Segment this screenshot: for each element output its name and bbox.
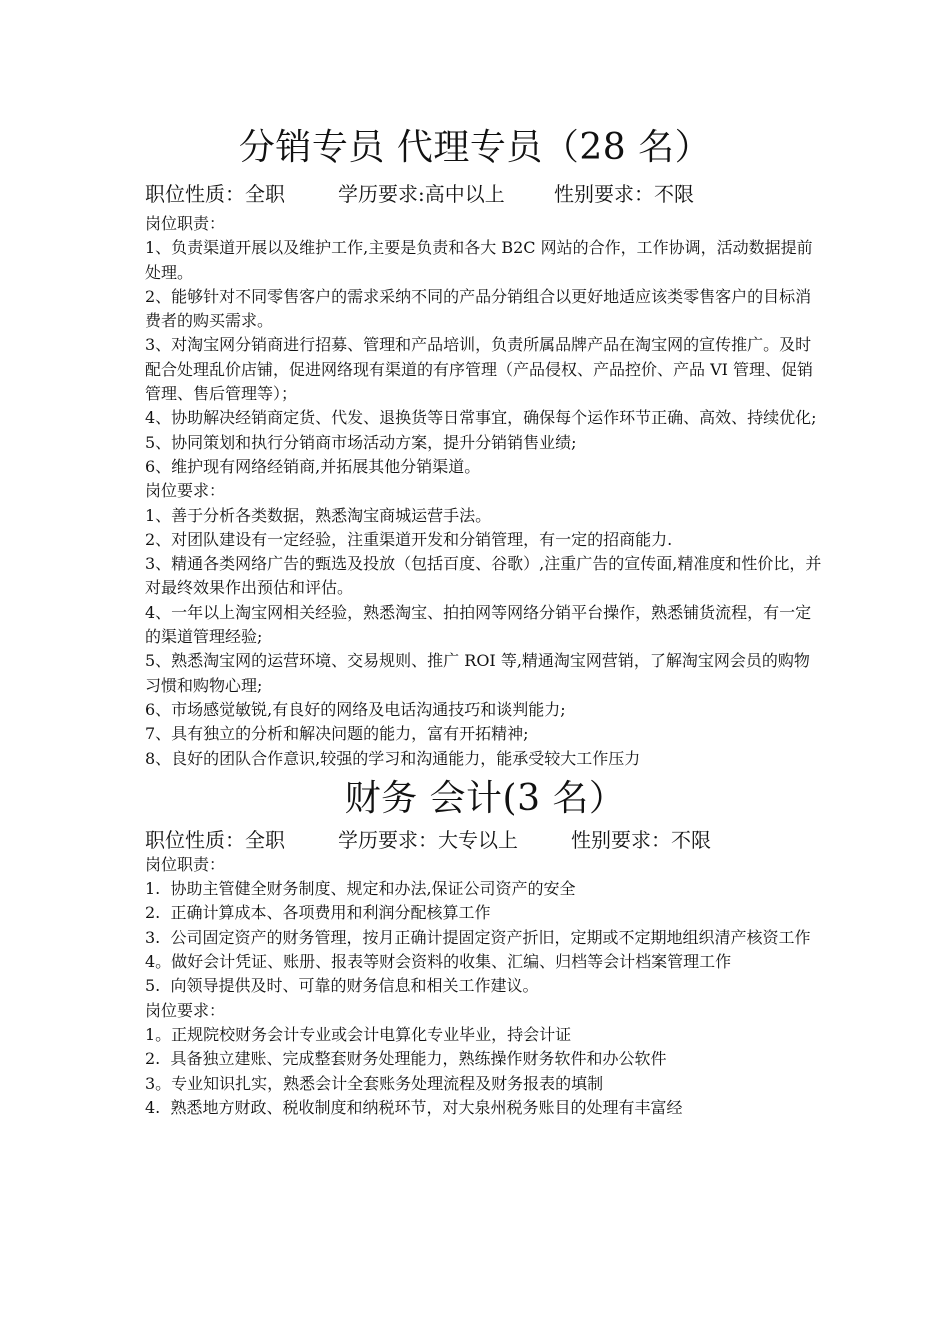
list-item: 2. 具备独立建账、完成整套财务处理能力，熟练操作财务软件和办公软件 (145, 1049, 667, 1069)
list-item: 1、负责渠道开展以及维护工作,主要是负责和各大 B2C 网站的合作，工作协调，活动数据提前处理。 (145, 238, 813, 282)
list-item: 2、能够针对不同零售客户的需求采纳不同的产品分销组合以更好地适应该类零售客户的目标消费者的购买需求。 (145, 286, 812, 331)
section-body (145, 853, 825, 1120)
education-requirement: 学历要求:高中以上 (338, 182, 505, 206)
section-body (145, 212, 825, 771)
section-heading-duties: 岗位职责： (145, 854, 226, 874)
list-item: 4. 熟悉地方财政、税收制度和纳税环节，对大泉州税务账目的处理有丰富经 (145, 1097, 683, 1117)
list-item: 6、维护现有网络经销商,并拓展其他分销渠道。 (145, 456, 481, 476)
list-item: 1、善于分析各类数据，熟悉淘宝商城运营手法。 (145, 505, 492, 525)
education-requirement: 学历要求：大专以上 (338, 827, 518, 852)
job-nature: 职位性质：全职 (145, 182, 285, 206)
list-item: 7、具有独立的分析和解决问题的能力，富有开拓精神; (145, 724, 529, 744)
section-heading-duties: 岗位职责： (145, 214, 226, 233)
gender-requirement: 性别要求：不限 (554, 182, 694, 206)
list-item: 4、一年以上淘宝网相关经验，熟悉淘宝、拍拍网等网络分销平台操作，熟悉铺货流程，有一定的渠道管理经验; (145, 602, 812, 647)
list-item: 3、对淘宝网分销商进行招募、管理和产品培训，负责所属品牌产品在淘宝网的宣传推广。及时配合处理乱价店铺，促进网络现有渠道的有序管理（产品侵权、产品控价、产品 VI 管理、促销管理、售后管理等）； (145, 335, 814, 404)
list-item: 3、精通各类网络广告的甄选及投放（包括百度、谷歌）,注重广告的宣传面,精准度和性价比，并对最终效果作出预估和评估。 (145, 554, 822, 598)
job-nature: 职位性质：全职 (145, 827, 285, 852)
list-item: 5. 向领导提供及时、可靠的财务信息和相关工作建议。 (145, 976, 539, 996)
list-item: 8、良好的团队合作意识,较强的学习和沟通能力，能承受较大工作压力 (145, 748, 641, 768)
job-meta (145, 178, 825, 210)
gender-requirement: 性别要求：不限 (571, 827, 711, 852)
list-item: 2. 正确计算成本、各项费用和利润分配核算工作 (145, 903, 491, 923)
list-item: 5、熟悉淘宝网的运营环境、交易规则、推广 ROI 等,精通淘宝网营销，了解淘宝网会员的购物习惯和购物心理; (145, 651, 810, 695)
section-heading-requirements: 岗位要求： (145, 1000, 226, 1020)
list-item: 6、市场感觉敏锐,有良好的网络及电话沟通技巧和谈判能力; (145, 699, 566, 719)
job-meta (145, 827, 825, 853)
list-item: 4。做好会计凭证、账册、报表等财会资料的收集、汇编、归档等会计档案管理工作 (145, 952, 732, 972)
list-item: 5、协同策划和执行分销商市场活动方案，提升分销销售业绩; (145, 432, 577, 452)
section-heading-requirements: 岗位要求： (145, 481, 226, 501)
document-content (145, 118, 825, 1120)
list-item: 3。专业知识扎实，熟悉会计全套账务处理流程及财务报表的填制 (145, 1073, 604, 1093)
list-item: 2、对团队建设有一定经验，注重渠道开发和分销管理，有一定的招商能力. (145, 529, 673, 549)
section-title: 分销专员 代理专员（28 名） (238, 127, 712, 168)
list-item: 1。正规院校财务会计专业或会计电算化专业毕业，持会计证 (145, 1024, 572, 1044)
list-item: 4、协助解决经销商定货、代发、退换货等日常事宜，确保每个运作环节正确、高效、持续优化; (145, 408, 817, 428)
section-title: 财务 会计(3 名） (344, 777, 626, 819)
list-item: 1. 协助主管健全财务制度、规定和办法,保证公司资产的安全 (145, 879, 576, 899)
section-accounting (145, 771, 825, 1120)
section-distribution (145, 118, 825, 771)
list-item: 3. 公司固定资产的财务管理，按月正确计提固定资产折旧，定期或不定期地组织清产核资工作 (145, 927, 811, 947)
